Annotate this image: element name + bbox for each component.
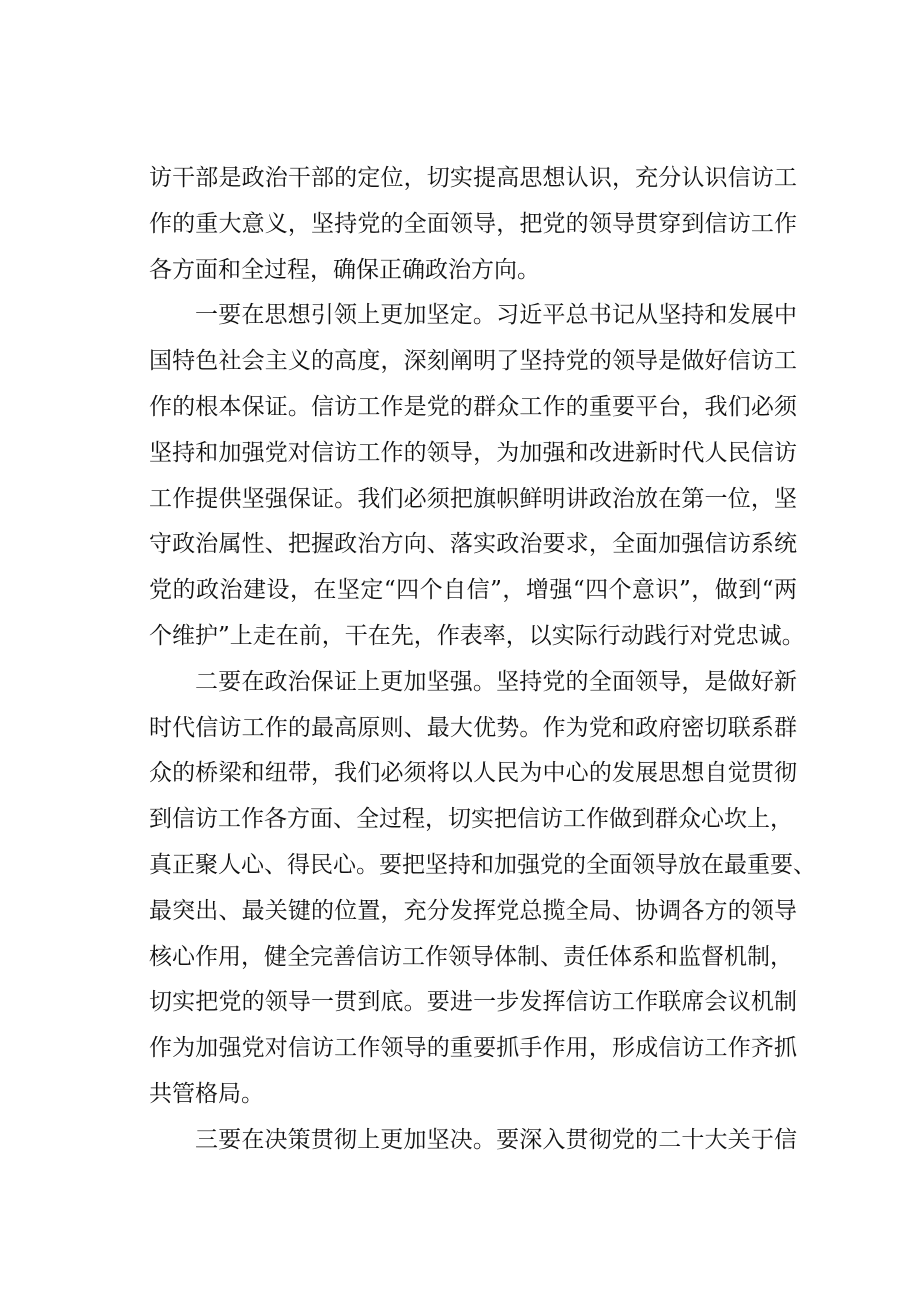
text-line: 共管格局。 — [149, 1080, 264, 1107]
text-line: 作的重大意义，坚持党的全面领导，把党的领导贯穿到信访工作 — [149, 210, 797, 237]
text-line: 坚持和加强党对信访工作的领导，为加强和改进新时代人民信访 — [149, 439, 797, 466]
text-line: 到信访工作各方面、全过程，切实把信访工作做到群众心坎上， — [149, 806, 793, 833]
text-line: 个维护”上走在前，干在先，作表率，以实际行动践行对党忠诚。 — [149, 622, 805, 649]
text-line: 众的桥梁和纽带，我们必须将以人民为中心的发展思想自觉贯彻 — [149, 760, 797, 787]
text-line: 核心作用，健全完善信访工作领导体制、责任体系和监督机制， — [149, 943, 793, 970]
text-line: 时代信访工作的最高原则、最大优势。作为党和政府密切联系群 — [149, 714, 797, 741]
document-body — [149, 156, 816, 1164]
paragraph-3-first-line: 三要在决策贯彻上更加坚决。要深入贯彻党的二十大关于信 — [195, 1126, 797, 1153]
text-line: 真正聚人心、得民心。要把坚持和加强党的全面领导放在最重要、 — [149, 851, 816, 878]
text-line: 访干部是政治干部的定位，切实提高思想认识，充分认识信访工 — [149, 165, 797, 191]
text-line: 作为加强党对信访工作领导的重要抓手作用，形成信访工作齐抓 — [149, 1035, 797, 1062]
text-line: 党的政治建设，在坚定“四个自信”，增强“四个意识”，做到“两 — [149, 577, 797, 604]
text-line: 各方面和全过程，确保正确政治方向。 — [149, 256, 540, 283]
text-line: 最突出、最关键的位置，充分发挥党总揽全局、协调各方的领导 — [149, 897, 797, 924]
text-line: 守政治属性、把握政治方向、落实政治要求，全面加强信访系统 — [149, 531, 797, 558]
paragraph-2-first-line: 二要在政治保证上更加坚强。坚持党的全面领导，是做好新 — [195, 668, 797, 695]
text-line: 国特色社会主义的高度，深刻阐明了坚持党的领导是做好信访工 — [149, 348, 797, 375]
paragraph-1-first-line: 一要在思想引领上更加坚定。习近平总书记从坚持和发展中 — [195, 302, 797, 329]
text-line: 切实把党的领导一贯到底。要进一步发挥信访工作联席会议机制 — [149, 989, 797, 1016]
text-line: 作的根本保证。信访工作是党的群众工作的重要平台，我们必须 — [149, 393, 797, 420]
text-line: 工作提供坚强保证。我们必须把旗帜鲜明讲政治放在第一位，坚 — [149, 485, 797, 512]
